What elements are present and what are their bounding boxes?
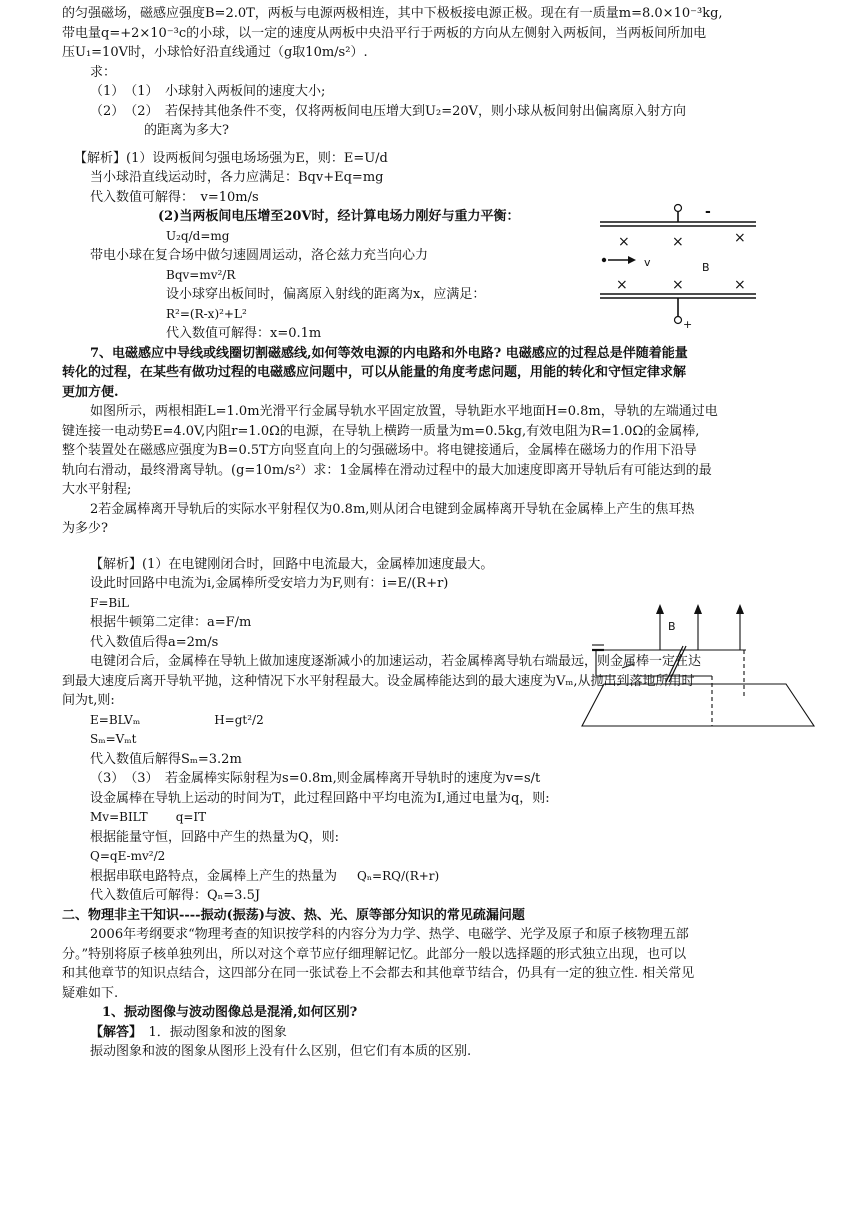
answer-line: 代入数值后得a=2m/s <box>90 634 219 650</box>
answer-line: 设此时回路中电流为i,金属棒所受安培力为F,则有：i=E/(R+r) <box>90 576 449 591</box>
rails-figure <box>576 602 816 730</box>
solution-line: 代入数值可解得： v=10m/s <box>90 189 259 205</box>
field-cross: × <box>734 230 746 246</box>
heading-7-cont: 更加方便. <box>62 384 119 400</box>
document-page <box>62 4 804 1062</box>
solution-line: 【解析】(1）设两板间匀强电场场强为E，则：E=U/d <box>74 150 388 166</box>
example-line: 大水平射程; <box>62 482 132 497</box>
answer-label: 【解答】 <box>90 1024 136 1040</box>
answer-line: 代入数值后解得Sₘ=3.2m <box>90 751 242 767</box>
answer-line: F=BiL <box>90 595 130 610</box>
example-line: 整个装置处在磁感应强度为B=0.5T方向竖直向上的匀强磁场中。将电键接通后，金属棒在磁场力的作用下沿导 <box>62 443 697 458</box>
text-line: 的匀强磁场，磁感应强度B=2.0T，两板与电源两极相连，其中下极板接电源正极。现在有一质量m=8.0×10⁻³kg, <box>62 6 723 21</box>
answer-line: 代入数值后可解得：Qₙ=3.5J <box>90 888 261 903</box>
field-label: B <box>668 620 676 633</box>
heading-7: 7、电磁感应中导线或线圈切割磁感线,如何等效电源的内电路和外电路? 电磁感应的过程总是伴随着能量 <box>90 345 688 361</box>
field-cross: × <box>672 234 684 250</box>
paragraph-line: 振动图象和波的图象从图形上没有什么区别，但它们有本质的区别. <box>90 1044 472 1059</box>
text-line: 带电量q=+2×10⁻³c的小球，以一定的速度从两板中央沿平行于两板的方向从左侧射入两板间，当两板间所加电 <box>62 25 707 41</box>
answer-line: Sₘ=Vₘt <box>90 732 137 746</box>
metal-rod <box>666 646 683 682</box>
solution-line: 设小球穿出板间时，偏离原入射线的距离为x，应满足： <box>166 287 486 302</box>
answer-line: 电键闭合后，金属棒在导轨上做加速度逐渐减小的加速运动，若金属棒离导轨右端最远，则金属棒一定在达 <box>90 654 702 669</box>
question-2: （2） （2） 若保持其他条件不变，仅将两板间电压增大到U₂=20V，则小球从板间射出偏离原入射方向 <box>90 103 687 119</box>
minus-label: - <box>705 204 711 220</box>
answer-line <box>62 867 804 887</box>
question-2-cont: 的距离为多大? <box>144 123 229 138</box>
answer-line: 根据牛顿第二定律：a=F/m <box>90 615 252 630</box>
field-cross: × <box>616 277 628 293</box>
text-span: 根据串联电路特点，金属棒上产生的热量为 <box>90 868 338 884</box>
switch <box>622 664 634 668</box>
field-cross: × <box>734 277 746 293</box>
answer-line: Q=qE-mv²/2 <box>90 849 166 863</box>
lower-terminal <box>675 317 682 324</box>
answer-line <box>62 808 804 828</box>
answer-line: 到最大速度后离开导轨平抛，这种情况下水平射程最大。设金属棒能达到的最大速度为Vₘ,从抛出到落地所用时 <box>62 673 695 689</box>
answer-line: 【解析】(1）在电键刚闭合时，回路中电流最大，金属棒加速度最大。 <box>90 556 494 572</box>
arrow-up-icon <box>656 604 664 614</box>
solution-line: (2)当两板间电压增至20V时，经计算电场力刚好与重力平衡： <box>158 209 520 224</box>
solution-line: U₂q/d=mg <box>166 228 230 243</box>
formula: q=IT <box>175 810 207 824</box>
example-line: 轨向右滑动，最终滑离导轨。(g=10m/s²）求：1金属棒在滑动过程中的最大加速度即离开导轨后有可能达到的最 <box>62 462 712 478</box>
paragraph-line: 2006年考纲要求“物理考查的知识按学科的内容分为力学、热学、电磁学、光学及原子和原子核物理五部 <box>90 927 689 942</box>
ball <box>602 258 606 262</box>
example-line: 2若金属棒离开导轨后的实际水平射程仅为0.8m,则从闭合电键到金属棒离开导轨在金属棒上产生的焦耳热 <box>90 501 695 517</box>
arrow-up-icon <box>694 604 702 614</box>
field-cross: × <box>618 234 630 250</box>
solution-line: 当小球沿直线运动时，各力应满足：Bqv+Eq=mg <box>90 170 384 185</box>
ground-plane <box>582 684 814 726</box>
paragraph-line: 和其他章节的知识点结合，这四部分在同一张试卷上不会都去和其他章节结合，仍具有一定的独立性. 相关常见 <box>62 966 695 981</box>
solution-line: 代入数值可解得：x=0.1m <box>166 326 322 341</box>
arrow-head-icon <box>628 256 636 264</box>
answer-line: 设金属棒在导轨上运动的时间为T，此过程回路中平均电流为I,通过电量为q，则: <box>90 790 550 806</box>
example-line: 如图所示，两根相距L=1.0m光滑平行金属导轨水平固定放置，导轨距水平地面H=0.8m，导轨的左端通过电 <box>90 404 718 419</box>
answer-heading <box>62 1023 804 1043</box>
formula: Mv=BILT <box>90 810 148 824</box>
answer-title: 1．振动图象和波的图象 <box>148 1024 287 1040</box>
question-1: （1） （1） 小球射入两板间的速度大小; <box>90 84 326 99</box>
upper-terminal <box>675 205 682 212</box>
arrow-up-icon <box>736 604 744 614</box>
parallel-plates-figure <box>594 198 764 330</box>
solution-line: Bqv=mv²/R <box>166 267 236 282</box>
paragraph-line: 分。”特别将原子核单独列出，所以对这个章节应仔细理解记忆。此部分一般以选择题的形式独立出现，也可以 <box>62 946 687 962</box>
answer-line: （3） （3） 若金属棒实际射程为s=0.8m,则金属棒离开导轨时的速度为v=s/t <box>90 771 541 786</box>
heading-1: 1、振动图像与波动图像总是混淆,如何区别? <box>102 1005 358 1020</box>
text-line: 压U₁=10V时，小球恰好沿直线通过（g取10m/s²）. <box>62 45 368 60</box>
answer-line: 根据能量守恒，回路中产生的热量为Q，则: <box>90 829 340 845</box>
formula: E=BLVₘ <box>90 712 141 727</box>
example-line: 为多少? <box>62 521 108 536</box>
heading-7-cont: 转化的过程，在某些有做功过程的电磁感应问题中，可以从能量的角度考虑问题，用能的转化和守恒定律求解 <box>62 365 687 380</box>
example-line: 键连接一电动势E=4.0V,内阻r=1.0Ω的电源，在导轨上横跨一质量为m=0.5kg,有效电阻为R=1.0Ω的金属棒, <box>62 423 700 439</box>
formula: Qₙ=RQ/(R+r) <box>357 868 440 883</box>
field-label: B <box>702 261 710 274</box>
paragraph-line: 疑难如下. <box>62 985 119 1001</box>
field-cross: × <box>672 277 684 293</box>
formula: H=gt²/2 <box>214 712 264 727</box>
text-line: 求： <box>90 64 117 80</box>
solution-line: R²=(R-x)²+L² <box>166 306 247 321</box>
answer-line: 间为t,则: <box>62 693 115 708</box>
section-heading: 二、物理非主干知识----振动(振荡)与波、热、光、原等部分知识的常见疏漏问题 <box>62 907 525 923</box>
plus-label: + <box>683 318 693 330</box>
velocity-label: v <box>644 256 651 269</box>
solution-line: 带电小球在复合场中做匀速圆周运动，洛仑兹力充当向心力 <box>90 248 429 263</box>
